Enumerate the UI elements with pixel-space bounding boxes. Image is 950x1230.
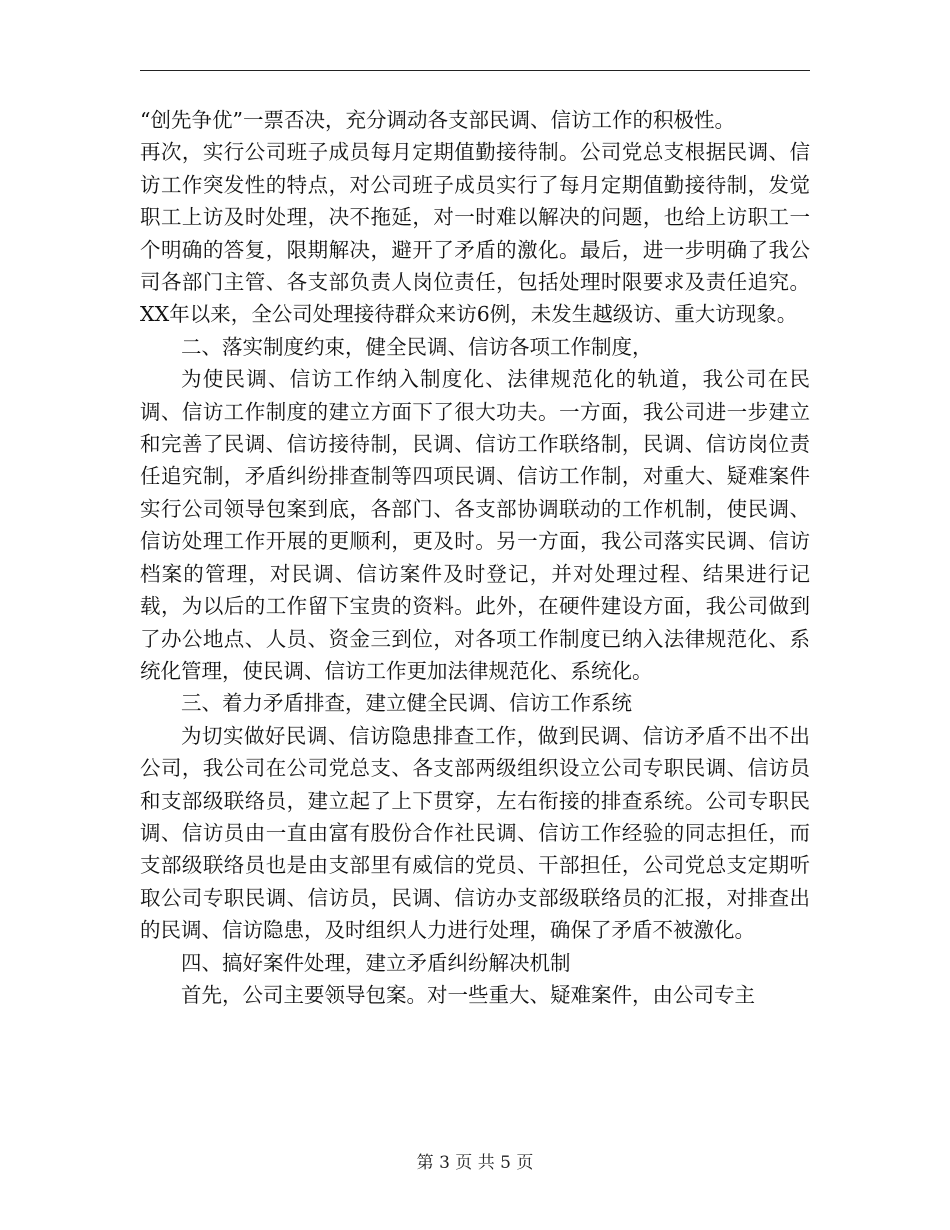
- header-rule: [140, 70, 810, 71]
- paragraph-5: 首先，公司主要领导包案。对一些重大、疑难案件，由公司专主: [181, 982, 755, 1007]
- section-heading-3: 三、着力矛盾排查，建立健全民调、信访工作系统: [181, 691, 632, 716]
- section-heading-2: 二、落实制度约束，健全民调、信访各项工作制度，: [181, 334, 653, 359]
- section-heading-4: 四、搞好案件处理，建立矛盾纠纷解决机制: [181, 950, 571, 975]
- paragraph-3: 为使民调、信访工作纳入制度化、法律规范化的轨道，我公司在民调、信访工作制度的建立方面下了很大功夫。一方面，我公司进一步建立和完善了民调、信访接待制，民调、信访工作联络制，民调、信访岗位责任追究制，矛盾纠纷排查制等四项民调、信访工作制，对重大、疑难案件实行公司领导包案到底，各部门、各支部协调联动的工作机制，使民调、信访处理工作开展的更顺利，更及时。另一方面，我公司落实民调、信访档案的管理，对民调、信访案件及时登记，并对处理过程、结果进行记载，为以后的工作留下宝贵的资料。此外，在硬件建设方面，我公司做到了办公地点、人员、资金三到位，对各项工作制度已纳入法律规范化、系统化管理，使民调、信访工作更加法律规范化、系统化。: [140, 367, 810, 683]
- page-number-footer: 第 3 页 共 5 页: [416, 1153, 534, 1173]
- paragraph-1: “创先争优”一票否决，充分调动各支部民调、信访工作的积极性。: [140, 108, 735, 132]
- paragraph-4: 为切实做好民调、信访隐患排查工作，做到民调、信访矛盾不出不出公司，我公司在公司党总支、各支部两级组织设立公司专职民调、信访员和支部级联络员，建立起了上下贯穿，左右衔接的排查系统。公司专职民调、信访员由一直由富有股份合作社民调、信访工作经验的同志担任，而支部级联络员也是由支部里有威信的党员、干部担任，公司党总支定期听取公司专职民调、信访员，民调、信访办支部级联络员的汇报，对排查出的民调、信访隐患，及时组织人力进行处理，确保了矛盾不被激化。: [140, 723, 810, 943]
- paragraph-2: 再次，实行公司班子成员每月定期值勤接待制。公司党总支根据民调、信访工作突发性的特点，对公司班子成员实行了每月定期值勤接待制，发觉职工上访及时处理，决不拖延，对一时难以解决的问题，也给上访职工一个明确的答复，限期解决，避开了矛盾的激化。最后，进一步明确了我公司各部门主管、各支部负责人岗位责任，包括处理时限要求及责任追究。XX年以来，全公司处理接待群众来访6例，未发生越级访、重大访现象。: [140, 140, 810, 327]
- body-text: [140, 104, 810, 1011]
